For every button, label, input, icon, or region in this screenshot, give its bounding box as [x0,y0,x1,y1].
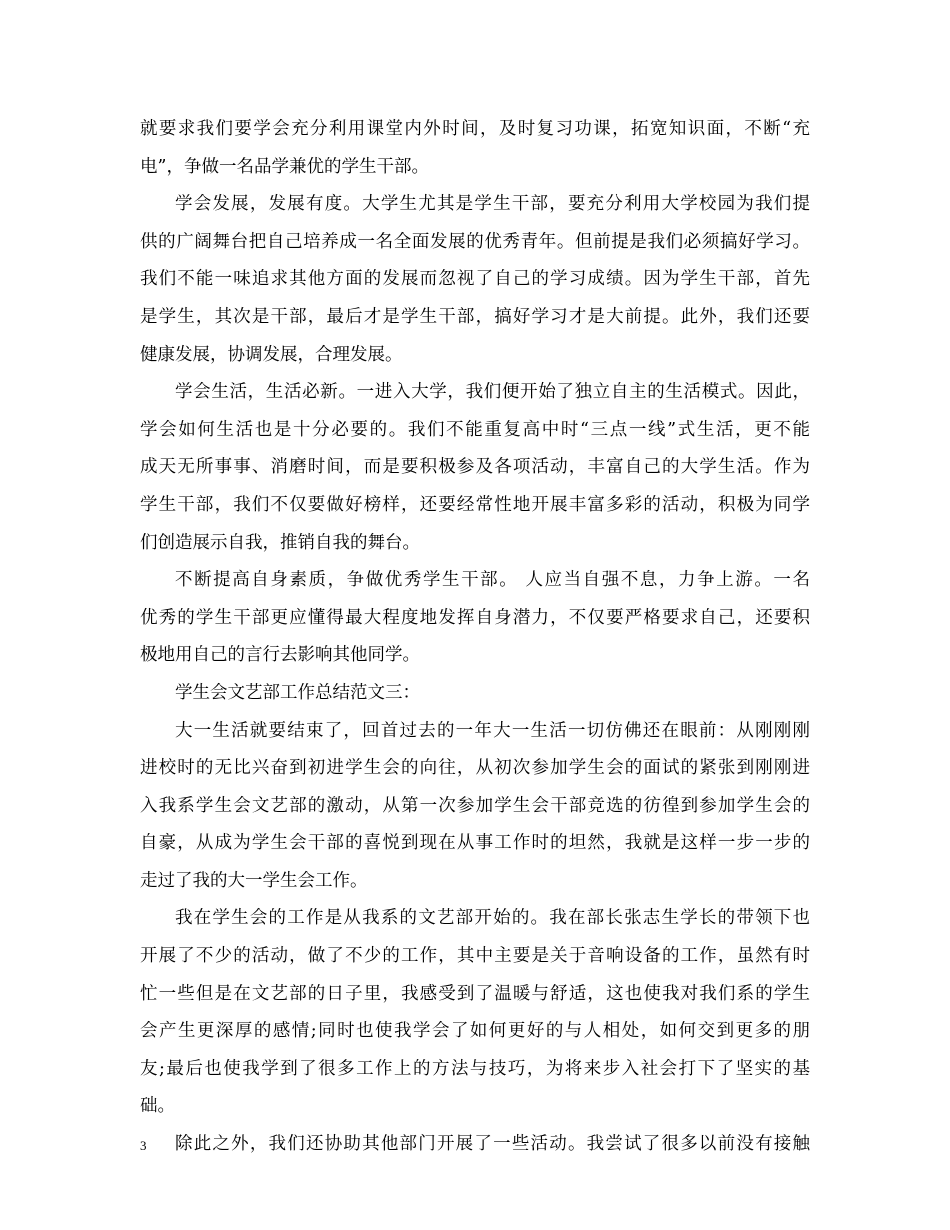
text-line: 是学生，其次是干部，最后才是学生干部，搞好学习才是大前提。此外，我们还要 [140,306,810,327]
text-line: 学会如何生活也是十分必要的。我们不能重复高中时“三点一线”式生活，更不能 [140,419,810,440]
text-line: 电”，争做一名品学兼优的学生干部。 [140,156,429,177]
page-number: 3 [140,1138,147,1153]
text-line: 走过了我的大一学生会工作。 [140,870,368,891]
text-line: 入我系学生会文艺部的激动，从第一次参加学生会干部竞选的彷徨到参加学生会的 [140,795,810,816]
text-line: 成天无所事事、消磨时间，而是要积极参及各项活动，丰富自己的大学生活。作为 [140,457,810,478]
text-line: 忙一些但是在文艺部的日子里，我感受到了温暖与舒适，这也使我对我们系的学生 [140,983,810,1004]
paragraph-start-line: 大一生活就要结束了，回首过去的一年大一生活一切仿佛还在眼前：从刚刚刚 [175,720,810,741]
paragraph-start-line: 学会发展，发展有度。大学生尤其是学生干部，要充分利用大学校园为我们提 [175,194,810,215]
text-line: 开展了不少的活动，做了不少的工作，其中主要是关于音响设备的工作，虽然有时 [140,946,810,967]
text-line: 我们不能一味追求其他方面的发展而忽视了自己的学习成绩。因为学生干部，首先 [140,269,810,290]
paragraph-start-line: 不断提高自身素质，争做优秀学生干部。 人应当自强不息，力争上游。一名 [175,570,810,591]
section-heading: 学生会文艺部工作总结范文三： [175,682,420,703]
text-line: 会产生更深厚的感情;同时也使我学会了如何更好的与人相处，如何交到更多的朋 [140,1021,810,1042]
text-line: 健康发展，协调发展，合理发展。 [140,344,403,365]
text-line: 进校时的无比兴奋到初进学生会的向往，从初次参加学生会的面试的紧张到刚刚进 [140,758,810,779]
text-line: 供的广阔舞台把自己培养成一名全面发展的优秀青年。但前提是我们必须搞好学习。 [140,231,810,252]
paragraph-start-line: 除此之外，我们还协助其他部门开展了一些活动。我尝试了很多以前没有接触 [175,1134,810,1155]
text-line: 们创造展示自我，推销自我的舞台。 [140,532,420,553]
document-body [140,111,810,1164]
text-line: 自豪，从成为学生会干部的喜悦到现在从事工作时的坦然，我就是这样一步一步的 [140,833,810,854]
paragraph-start-line: 学会生活，生活必新。一进入大学，我们便开始了独立自主的生活模式。因此， [175,382,810,403]
text-line: 就要求我们要学会充分利用课堂内外时间，及时复习功课，拓宽知识面，不断“充 [140,119,810,139]
text-line: 优秀的学生干部更应懂得最大程度地发挥自身潜力，不仅要严格要求自己，还要积 [140,607,810,628]
text-line: 友;最后也使我学到了很多工作上的方法与技巧，为将来步入社会打下了坚实的基 [140,1058,810,1079]
text-line: 学生干部，我们不仅要做好榜样，还要经常性地开展丰富多彩的活动，积极为同学 [140,494,810,515]
text-line: 极地用自己的言行去影响其他同学。 [140,645,420,666]
text-line: 础。 [140,1096,175,1117]
paragraph-start-line: 我在学生会的工作是从我系的文艺部开始的。我在部长张志生学长的带领下也 [175,908,810,929]
